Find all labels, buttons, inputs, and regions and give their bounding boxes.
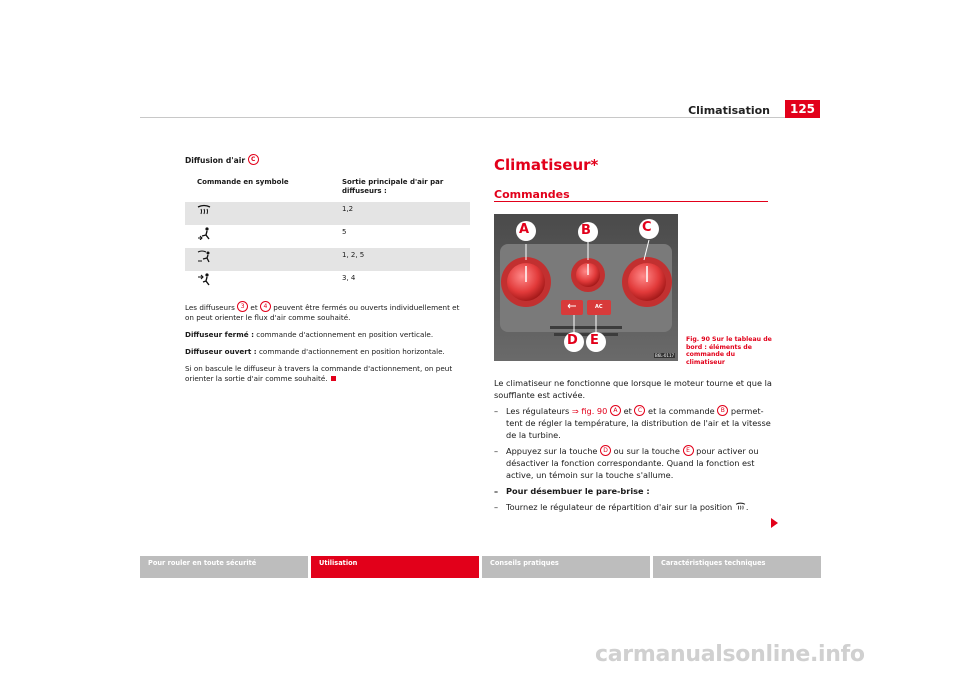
tab-technical-specs[interactable]: Caractéristiques techniques [653, 556, 821, 578]
table-cell-symbol [185, 271, 330, 294]
text: et [250, 303, 258, 312]
badge-3: 3 [237, 301, 248, 312]
text: Si on bascule le diffuseur à travers la commande d'actionnement, on peut orienter la sortie d'air comme souhaité. [185, 364, 453, 383]
text: Les régulateurs [506, 406, 570, 416]
text: commande d'actionnement en position horizontale. [258, 347, 445, 356]
label-open: Diffuseur ouvert : [185, 347, 257, 356]
table-cell-outlets: 3, 4 [342, 274, 356, 282]
text: et [623, 406, 632, 416]
table-header-row [185, 174, 470, 202]
list-item [494, 445, 774, 481]
air-distribution-table [185, 174, 470, 294]
callout-d: D [567, 333, 578, 348]
callout-a: A [519, 222, 530, 237]
continue-arrow-icon [771, 518, 778, 528]
badge-e: E [683, 445, 694, 456]
ac-button-label: AC [595, 304, 603, 310]
table-header-symbol: Commande en symbole [197, 178, 289, 186]
list-item [494, 485, 774, 497]
section-title-text: Diffusion d'air [185, 156, 246, 165]
list-dash: – [494, 502, 499, 512]
badge-c: C [248, 154, 259, 165]
end-of-section-mark [331, 376, 336, 381]
label-closed: Diffuseur fermé : [185, 330, 254, 339]
figure-link[interactable]: ⇒ fig. 90 [571, 406, 608, 416]
page-number: 125 [785, 100, 820, 118]
figure-code: B6L-0117 [655, 353, 675, 358]
table-row [185, 271, 470, 294]
table-cell-symbol [185, 248, 330, 271]
callout-e: E [590, 333, 599, 348]
tab-safety[interactable]: Pour rouler en toute sécurité [140, 556, 308, 578]
control-panel-figure [494, 214, 678, 361]
table-cell-symbol [185, 202, 330, 225]
text: Pour désembuer le pare-brise : [506, 486, 650, 496]
table-cell-outlets: 1,2 [330, 202, 470, 225]
tab-practical-tips[interactable]: Conseils pratiques [482, 556, 650, 578]
subsection-rule [494, 201, 768, 202]
text: Les diffuseurs [185, 303, 235, 312]
badge-4: 4 [260, 301, 271, 312]
badge-b: B [717, 405, 728, 416]
watermark: carmanualsonline.info [595, 642, 865, 667]
table-row [185, 225, 470, 248]
text: permet-tent de régler la température, la distribution de l'air et la vitesse de la turbine. [506, 406, 771, 440]
text: pour activer ou désactiver la fonction correspondante. Quand la fonction est active, un témoin sur la touche s'allume. [506, 446, 759, 480]
text: Appuyez sur la touche [506, 446, 598, 456]
table-row [185, 202, 470, 225]
face-airflow-icon [197, 273, 211, 286]
left-column [185, 154, 470, 384]
table-cell-symbol [185, 225, 330, 248]
badge-c: C [634, 405, 645, 416]
list-dash: – [494, 446, 499, 456]
callout-b: B [581, 223, 591, 238]
page-title: Climatisation [688, 104, 770, 117]
figure-caption: Fig. 90 Sur le tableau de bord : éléments de commande du climatiseur [686, 336, 772, 366]
list-item [494, 405, 774, 441]
section-heading: Climatiseur* [494, 156, 599, 174]
section-title [185, 154, 470, 166]
table-row [185, 248, 470, 271]
text: peuvent être fermés ou ouverts individuellement et on peut orienter le flux d'air comme souhaité. [185, 303, 460, 322]
intro-paragraph: Le climatiseur ne fonctionne que lorsque le moteur tourne et que la soufflante est activée. [494, 378, 772, 400]
text: . [745, 502, 749, 512]
feet-airflow-icon [197, 227, 211, 240]
text: Tournez le régulateur de répartition d'air sur la position [506, 502, 733, 512]
text: ou sur la touche [613, 446, 680, 456]
text: et la commande [648, 406, 715, 416]
table-header-outlets: Sortie principale d'air par diffuseurs : [342, 178, 444, 195]
table-cell-outlets: 1, 2, 5 [330, 248, 470, 271]
header-rule [140, 117, 820, 118]
list-dash: – [494, 406, 499, 416]
paragraph-open [185, 347, 470, 357]
badge-d: D [600, 445, 611, 456]
list-dash: – [494, 486, 499, 496]
paragraph-closed [185, 330, 470, 340]
callout-c: C [642, 220, 652, 235]
text: commande d'actionnement en position verticale. [256, 330, 434, 339]
right-body [494, 377, 774, 513]
paragraph-outlets [185, 301, 470, 323]
windshield-defrost-icon [197, 204, 211, 216]
subsection-heading: Commandes [494, 188, 570, 201]
paragraph-tilt [185, 364, 470, 384]
badge-a: A [610, 405, 621, 416]
feet-windshield-airflow-icon [197, 250, 211, 263]
tab-operation[interactable]: Utilisation [311, 556, 479, 578]
windshield-defrost-icon [735, 502, 746, 511]
table-cell-outlets: 5 [342, 228, 347, 236]
list-item [494, 501, 774, 513]
